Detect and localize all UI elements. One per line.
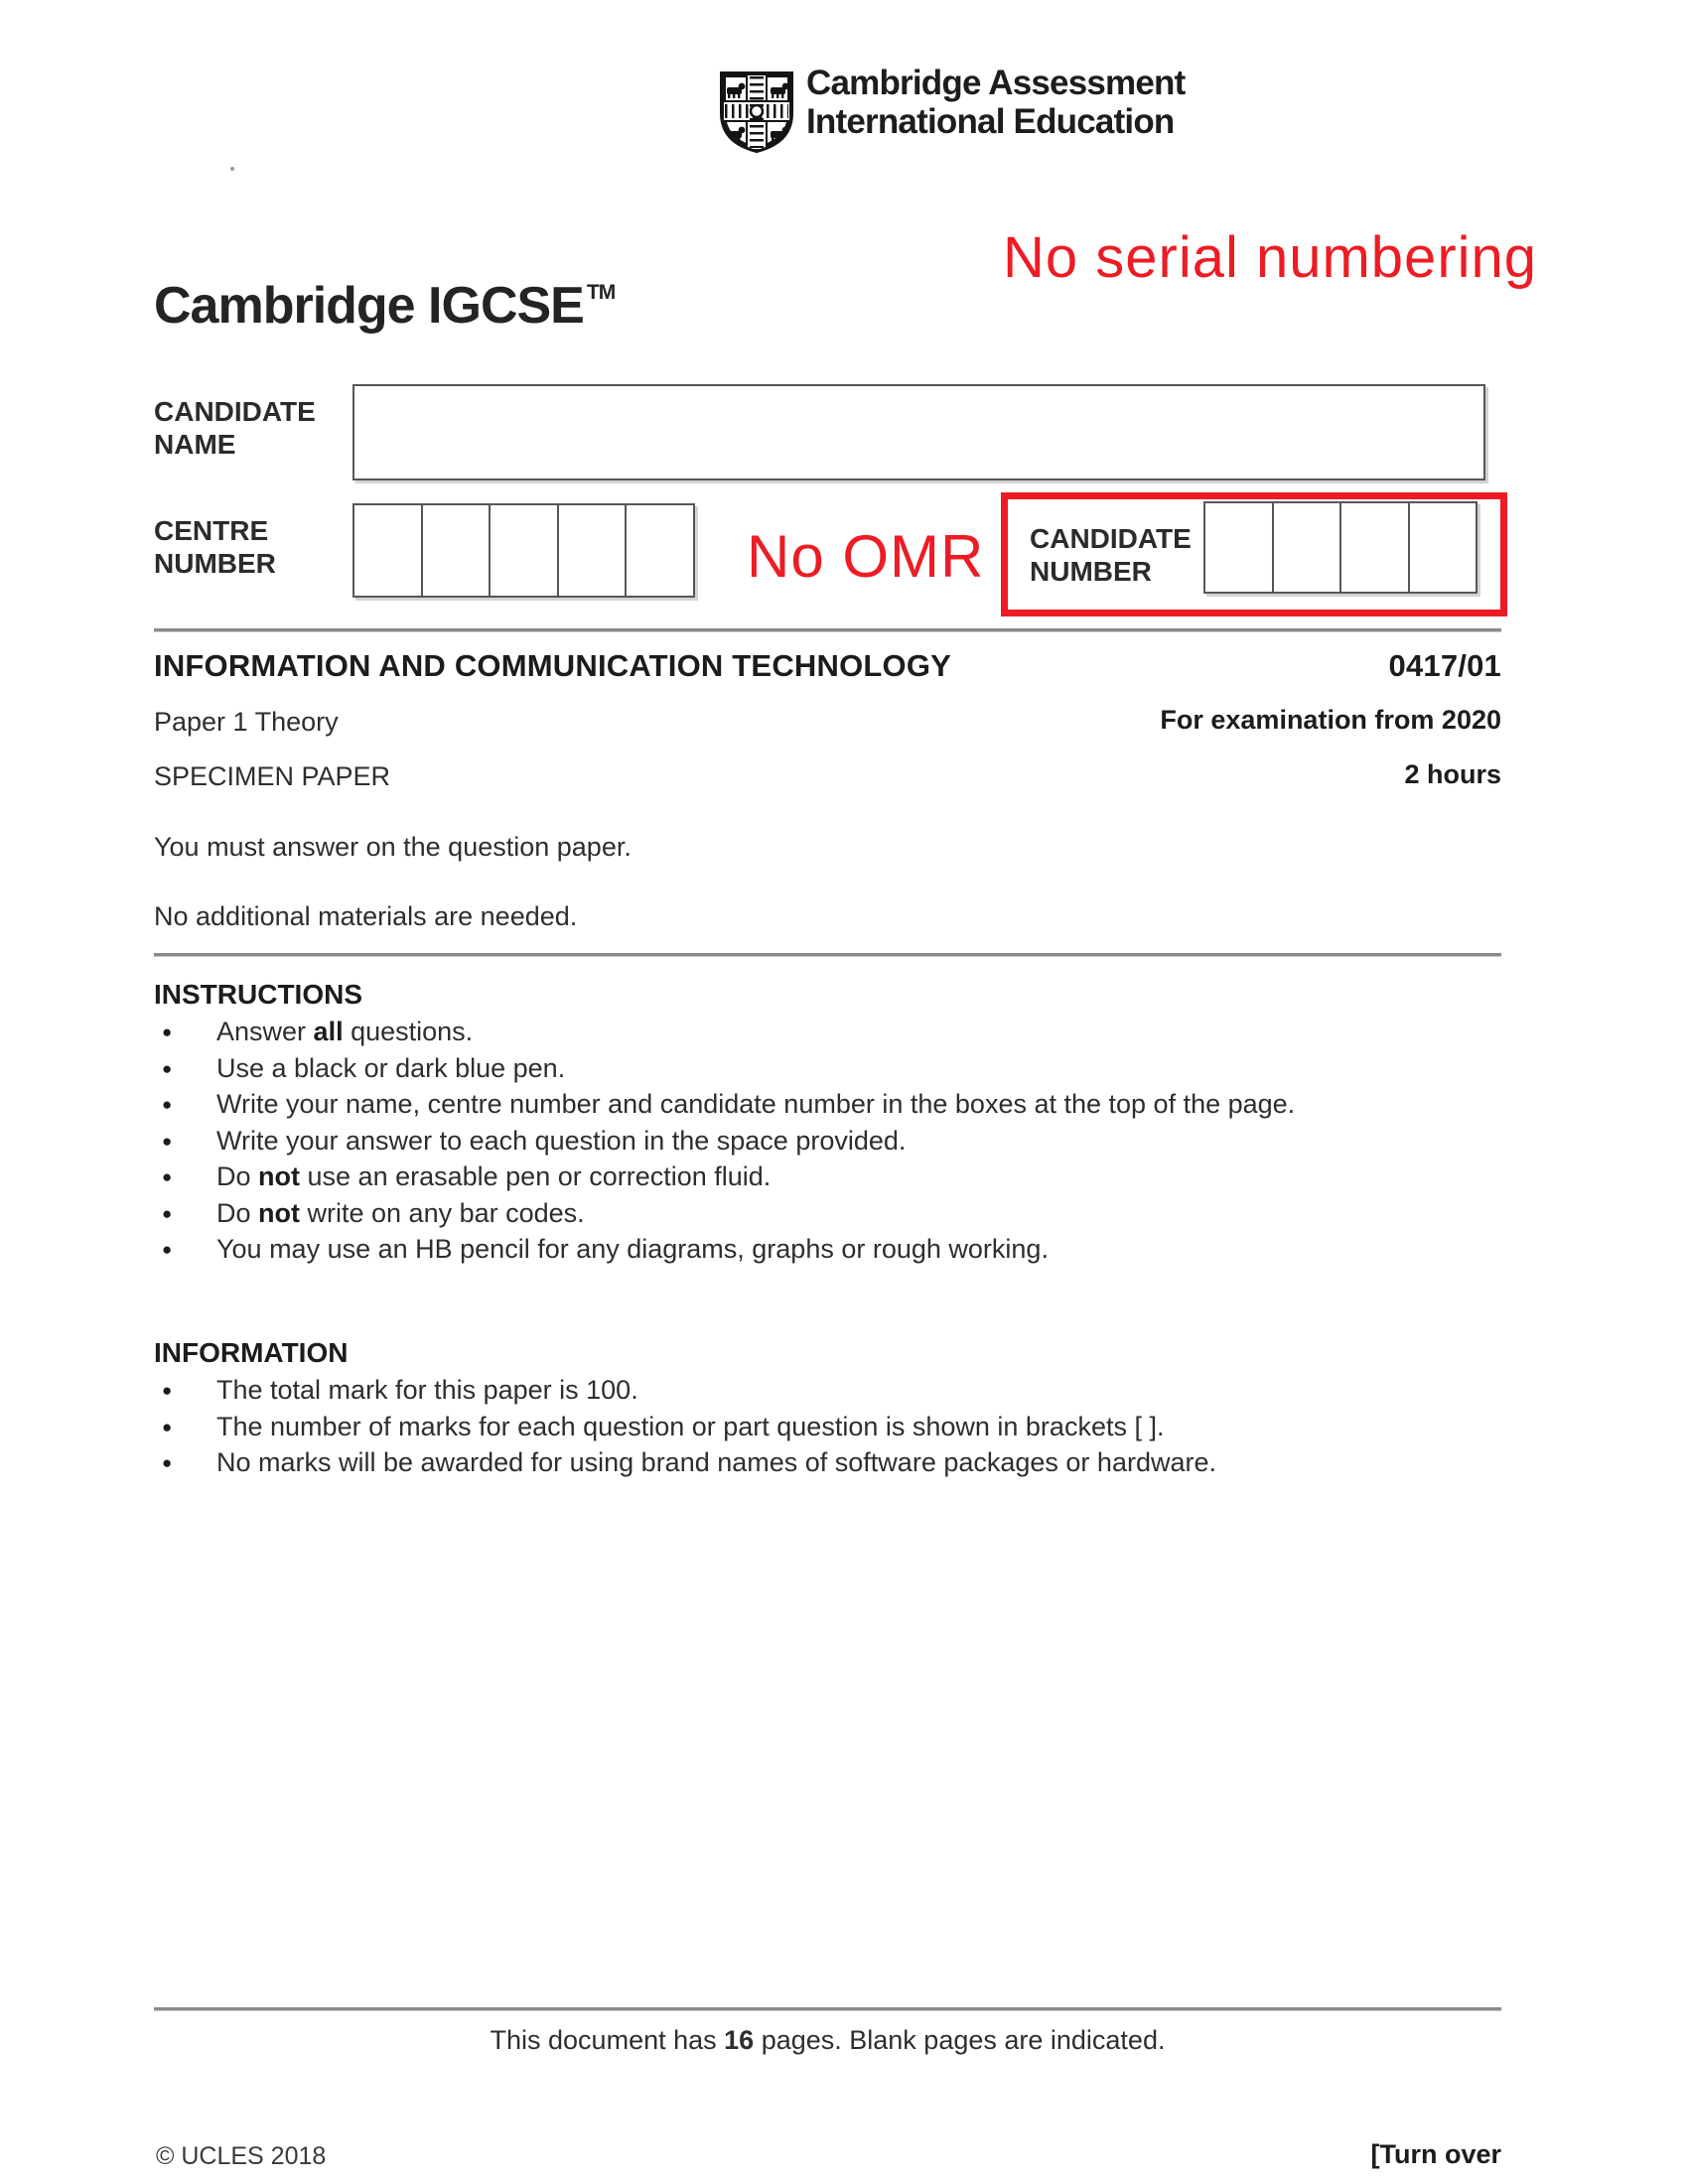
bullet-icon: ● — [162, 1203, 173, 1223]
bullet-icon: ● — [162, 1453, 173, 1472]
information-heading: INFORMATION — [154, 1337, 349, 1368]
instruction-item: ● Do not use an erasable pen or correction fluid. — [162, 1161, 772, 1191]
instruction-item: ● Answer all questions. — [162, 1017, 474, 1046]
bullet-icon: ● — [162, 1167, 173, 1186]
candidate-number-cell — [1205, 503, 1272, 592]
instructions-list — [162, 1019, 1512, 1273]
instruction-item: ● You may use an HB pencil for any diagrams, graphs or rough working. — [162, 1234, 1049, 1264]
candidate-number-frame — [1001, 492, 1507, 616]
paper-name: Paper 1 Theory — [154, 707, 339, 737]
information-item: ● No marks will be awarded for using brand names of software packages or hardware. — [162, 1447, 1216, 1477]
instruction-item: ● Write your answer to each question in the space provided. — [162, 1125, 907, 1156]
instruction-item: ● Use a black or dark blue pen. — [162, 1052, 566, 1083]
turn-over-label: [Turn over — [1370, 2139, 1501, 2169]
page-title: Cambridge IGCSE ™ — [154, 277, 616, 335]
bullet-icon: ● — [162, 1131, 173, 1151]
information-item: ● The total mark for this paper is 100. — [162, 1375, 638, 1405]
centre-number-cell — [625, 505, 693, 596]
pages-note: This document has 16 pages. Blank pages are indicated. — [490, 2025, 1166, 2055]
logo-line1: Cambridge Assessment — [806, 64, 1186, 102]
candidate-number-cell — [1339, 503, 1408, 592]
information-list — [162, 1377, 1512, 1486]
trademark-superscript: TM — [586, 280, 616, 304]
instruction-item: ● Write your name, centre number and candidate number in the boxes at the top of the page. — [162, 1089, 1296, 1119]
candidate-number-cell — [1272, 503, 1340, 592]
bullet-icon: ● — [162, 1240, 173, 1259]
bullet-icon: ● — [162, 1417, 173, 1436]
divider-rule-top — [154, 628, 1501, 632]
bullet-icon: ● — [162, 1058, 173, 1078]
centre-number-cell — [421, 505, 490, 596]
duration: 2 hours — [1404, 759, 1501, 789]
annotation-no-serial-numbering: No serial numbering — [1003, 225, 1538, 290]
instructions-heading: INSTRUCTIONS — [154, 979, 362, 1010]
candidate-name-label: CANDIDATE NAME — [154, 396, 316, 460]
bullet-icon: ● — [162, 1095, 173, 1114]
copyright-notice: © UCLES 2018 — [156, 2142, 327, 2170]
candidate-number-box — [1203, 501, 1477, 594]
paper-code: 0417/01 — [1388, 648, 1501, 683]
subject-title: INFORMATION AND COMMUNICATION TECHNOLOGY — [154, 648, 952, 683]
centre-number-cell — [354, 505, 421, 596]
logo-line2: International Education — [806, 102, 1175, 141]
annotation-no-omr: No OMR — [747, 523, 985, 590]
centre-number-cell — [489, 505, 557, 596]
divider-rule-bottom — [154, 2007, 1501, 2011]
stray-dot — [230, 167, 234, 171]
centre-number-box — [352, 503, 695, 598]
instruction-item: ● Do not write on any bar codes. — [162, 1197, 585, 1228]
centre-number-label: CENTRE NUMBER — [154, 515, 276, 579]
bullet-icon: ● — [162, 1381, 173, 1400]
information-item: ● The number of marks for each question or part question is shown in brackets [ ]. — [162, 1411, 1165, 1441]
cambridge-shield-icon — [718, 70, 795, 154]
answer-note: You must answer on the question paper. — [154, 832, 632, 862]
paper-type: SPECIMEN PAPER — [154, 761, 391, 791]
logo-wordmark — [806, 64, 1185, 141]
divider-rule-middle — [154, 953, 1501, 957]
candidate-number-cell — [1408, 503, 1477, 592]
candidate-name-box — [352, 384, 1485, 480]
candidate-number-label: CANDIDATE NUMBER — [1030, 522, 1192, 587]
exam-from: For examination from 2020 — [1160, 705, 1501, 735]
bullet-icon: ● — [162, 1023, 173, 1041]
centre-number-cell — [557, 505, 626, 596]
materials-note: No additional materials are needed. — [154, 901, 578, 931]
